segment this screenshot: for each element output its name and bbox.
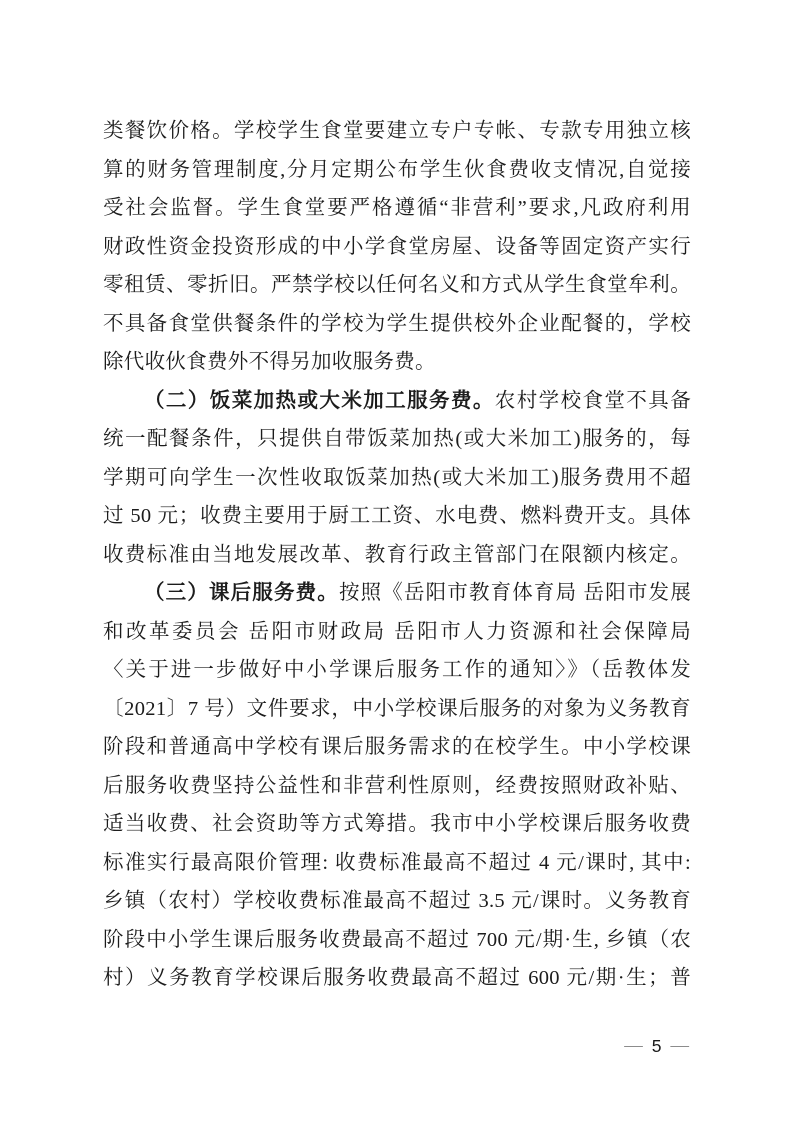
text-line: 不具备食堂供餐条件的学校为学生提供校外企业配餐的，学校 <box>103 312 691 335</box>
text-line: 零租赁、零折旧。严禁学校以任何名义和方式从学生食堂牟利。 <box>103 274 691 296</box>
text-line: 学期可向学生一次性收取饭菜加热(或大米加工)服务费用不超 <box>103 466 691 489</box>
text-line: 〔2021〕7 号）文件要求，中小学校课后服务的对象为义务教育 <box>103 697 691 720</box>
page-number-dash-right: — <box>670 1036 689 1056</box>
page-number <box>624 1035 689 1057</box>
paragraph-heading: （三）课后服务费。 <box>144 582 339 604</box>
paragraph-lead-text: 农村学校食堂不具备 <box>494 389 691 412</box>
text-line: 阶段中小学生课后服务收费最高不超过 700 元/期·生, 乡镇（农 <box>103 928 691 951</box>
text-line: 村）义务教育学校课后服务收费最高不超过 600 元/期·生；普 <box>103 967 691 989</box>
text-line: 受社会监督。学生食堂要严格遵循“非营利”要求,凡政府利用 <box>103 197 691 219</box>
text-line: 过 50 元；收费主要用于厨工工资、水电费、燃料费开支。具体 <box>103 505 691 527</box>
paragraph-heading: （二）饭菜加热或大米加工服务费。 <box>144 389 495 412</box>
text-line: 除代收伙食费外不得另加收服务费。 <box>103 351 436 373</box>
text-line: 财政性资金投资形成的中小学食堂房屋、设备等固定资产实行 <box>103 235 691 258</box>
text-line: 类餐饮价格。学校学生食堂要建立专户专帐、专款专用独立核 <box>103 120 691 142</box>
text-line: 和改革委员会 岳阳市财政局 岳阳市人力资源和社会保障局 <box>103 620 691 643</box>
text-line: 标准实行最高限价管理: 收费标准最高不超过 4 元/课时, 其中: <box>103 851 691 874</box>
document-body <box>103 112 691 998</box>
text-line: 阶段和普通高中学校有课后服务需求的在校学生。中小学校课 <box>103 736 691 758</box>
paragraph-start-line <box>103 382 691 421</box>
text-line: 统一配餐条件，只提供自带饭菜加热(或大米加工)服务的，每 <box>103 428 691 450</box>
text-line: 〈关于进一步做好中小学课后服务工作的通知〉》（岳教体发 <box>103 659 691 681</box>
text-line: 乡镇（农村）学校收费标准最高不超过 3.5 元/课时。义务教育 <box>103 890 691 912</box>
text-line: 收费标准由当地发展改革、教育行政主管部门在限额内核定。 <box>103 543 691 566</box>
text-line: 算的财务管理制度,分月定期公布学生伙食费收支情况,自觉接 <box>103 158 691 181</box>
page-number-dash-left: — <box>624 1036 643 1056</box>
paragraph-start-line <box>103 574 691 613</box>
page-number-value: 5 <box>651 1036 662 1056</box>
text-line: 适当收费、社会资助等方式筹措。我市中小学校课后服务收费 <box>103 813 691 835</box>
text-line: 后服务收费坚持公益性和非营利性原则，经费按照财政补贴、 <box>103 774 691 797</box>
paragraph-lead-text: 按照《岳阳市教育体育局 岳阳市发展 <box>338 582 691 604</box>
